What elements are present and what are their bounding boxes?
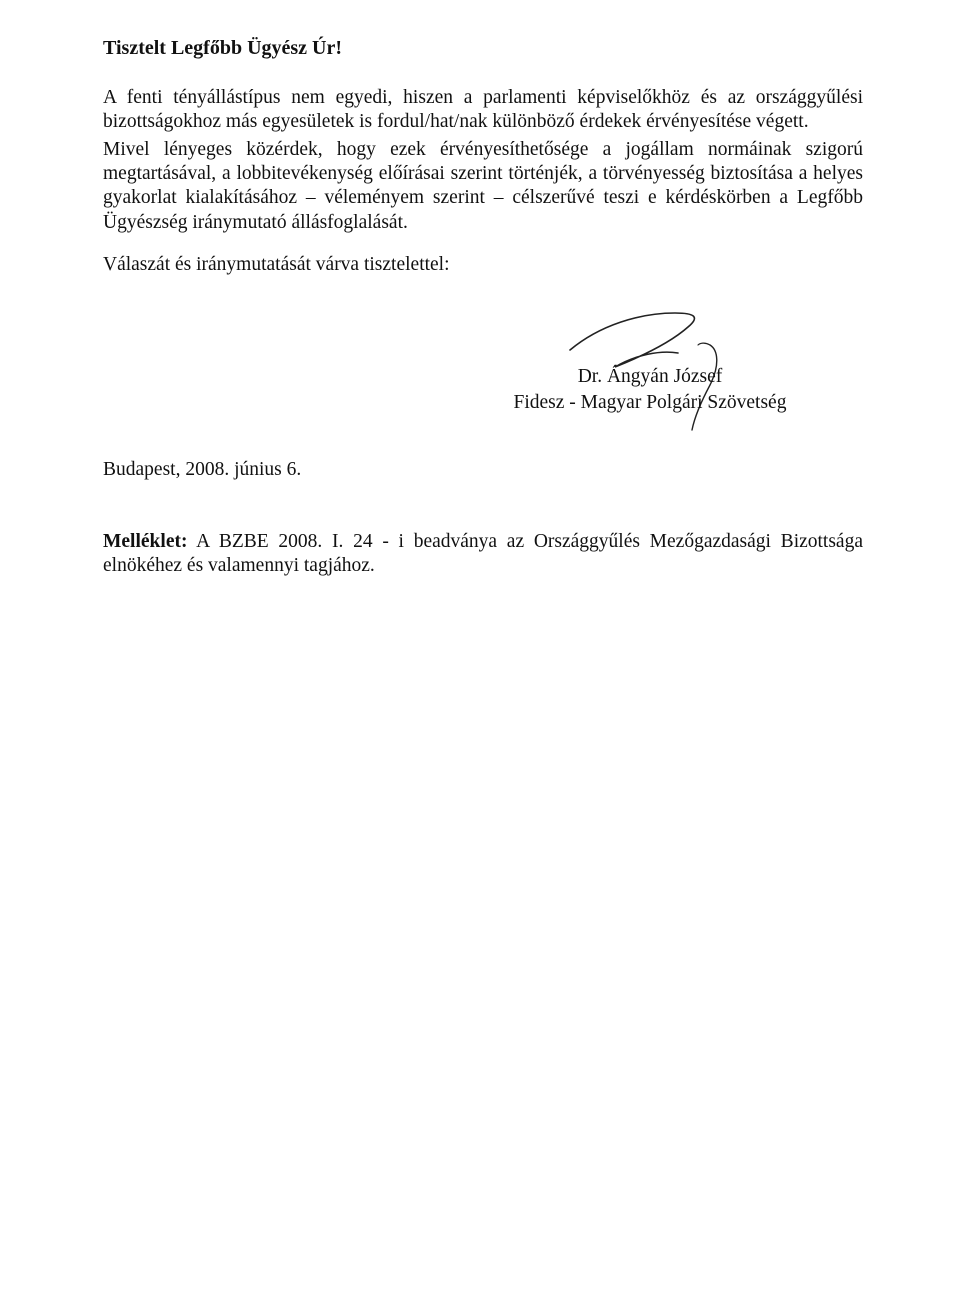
- paragraph-2: Mivel lényeges közérdek, hogy ezek érvényesíthetősége a jogállam normáinak szigorú megtartásával, a lobbitevékenység előírásai szerint történjék, a törvényesség biztosítása a helyes gyakorlat kialakításához – véleményem szerint – célszerűvé teszi e kérdéskörben a Legfőbb Ügyészség iránymutató állásfoglalását.: [103, 139, 863, 233]
- signer-name: Dr. Ángyán József: [577, 366, 723, 387]
- signer-organization: Fidesz - Magyar Polgári Szövetség: [513, 392, 787, 413]
- place-and-date: Budapest, 2008. június 6.: [103, 459, 302, 480]
- attachment-text: A BZBE 2008. I. 24 - i beadványa az Országgyűlés Mezőgazdasági Bizottsága elnökéhez és valamennyi tagjához.: [103, 531, 863, 576]
- signature-block: [500, 364, 800, 416]
- paragraph-1: A fenti tényállástípus nem egyedi, hiszen a parlamenti képviselőkhöz és az országgyűlési bizottságokhoz más egyesületek is fordul/hat/nak különböző érdekek érvényesítése végett.: [103, 87, 863, 133]
- attachment-label: Melléklet:: [103, 531, 188, 552]
- attachment-note: [103, 530, 863, 578]
- closing-line: Válaszát és iránymutatását várva tisztelettel:: [103, 254, 450, 275]
- salutation: Tisztelt Legfőbb Ügyész Úr!: [103, 37, 343, 59]
